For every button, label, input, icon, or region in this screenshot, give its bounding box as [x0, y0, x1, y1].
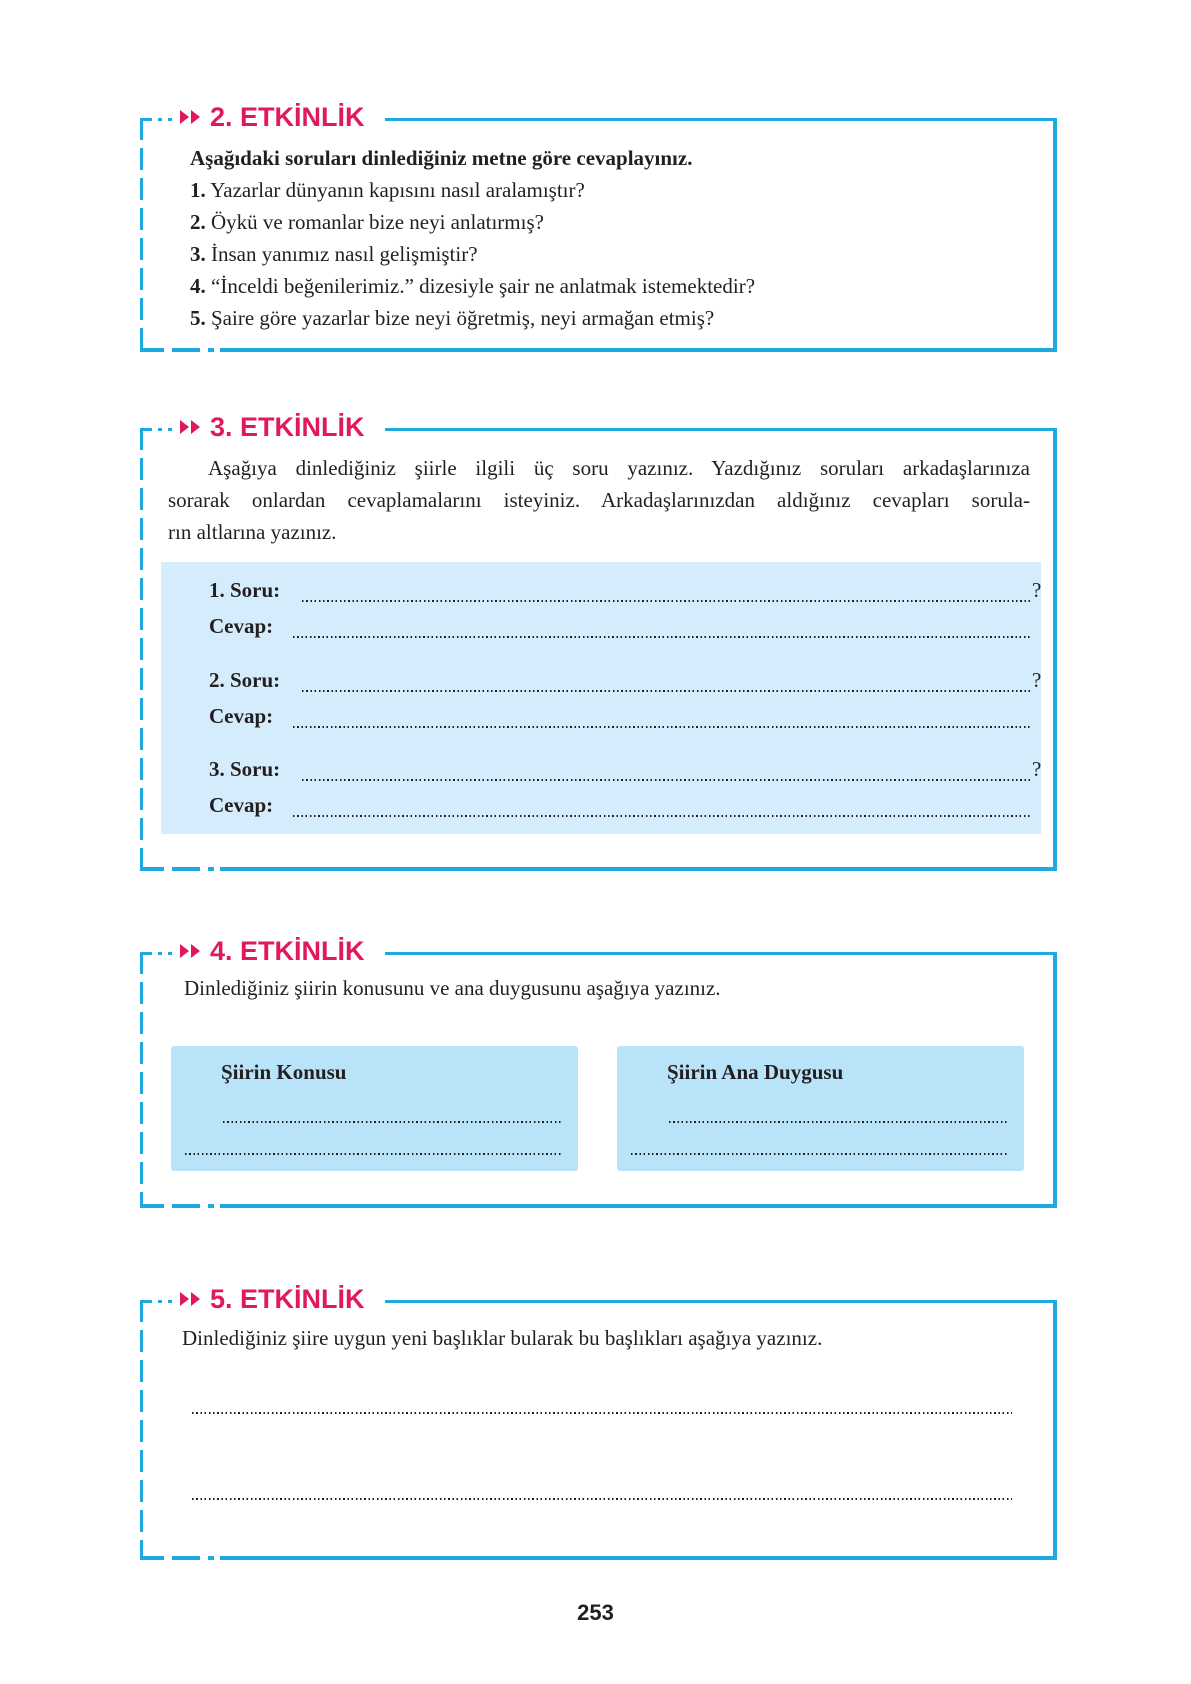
cevap-1-label: Cevap: — [209, 614, 274, 638]
question-mark: ? — [1032, 757, 1042, 781]
soru-2-label: 2. Soru: — [209, 668, 281, 692]
question-2: 2. Öykü ve romanlar bize neyi anlatırmış? — [190, 210, 544, 234]
soru-2-input[interactable] — [302, 690, 1030, 692]
activity-4-instruction: Dinlediğiniz şiirin konusunu ve ana duygusunu aşağıya yazınız. — [184, 976, 721, 1000]
double-arrow-icon — [180, 1291, 202, 1307]
activity-5-title: 5. ETKİNLİK — [210, 1284, 365, 1314]
card-konu-title: Şiirin Konusu — [221, 1060, 347, 1084]
question-5: 5. Şaire göre yazarlar bize neyi öğretmiş, neyi armağan etmiş? — [190, 306, 715, 330]
activity-4-heading — [178, 933, 369, 969]
activity-2-heading — [178, 99, 369, 135]
activity-3-instruction: Aşağıya dinlediğiniz şiirle ilgili üç soru yazınız. Yazdığınız soruları arkadaşlarınıza sorarak onlardan cevaplamalarını isteyiniz. Arkadaşlarınızdan aldığınız cevapları sorula- rın altlarına yazınız. — [168, 456, 1030, 544]
activity-3-title: 3. ETKİNLİK — [210, 412, 365, 442]
question-4: 4. “İnceldi beğenilerimiz.” dizesiyle şair ne anlatmak istemektedir? — [190, 274, 756, 298]
soru-3-input[interactable] — [302, 779, 1030, 781]
page-number: 253 — [577, 1600, 614, 1625]
title-input-line-1[interactable] — [192, 1412, 1012, 1414]
cevap-1-input[interactable] — [293, 636, 1031, 638]
cevap-3-label: Cevap: — [209, 793, 274, 817]
card-konu — [171, 1046, 578, 1171]
cevap-2-input[interactable] — [293, 726, 1031, 728]
cevap-2-label: Cevap: — [209, 704, 274, 728]
activity-3 — [140, 412, 1057, 871]
activity-2 — [140, 102, 1057, 352]
question-answer-box — [161, 562, 1041, 834]
card-duygu — [617, 1046, 1024, 1171]
soru-3-label: 3. Soru: — [209, 757, 281, 781]
double-arrow-icon — [180, 109, 202, 125]
title-input-line-2[interactable] — [192, 1498, 1012, 1500]
activity-4 — [140, 936, 1057, 1208]
cevap-3-input[interactable] — [293, 815, 1031, 817]
activity-4-title: 4. ETKİNLİK — [210, 936, 365, 966]
double-arrow-icon — [180, 419, 202, 435]
question-1: 1. Yazarlar dünyanın kapısını nasıl aralamıştır? — [190, 178, 585, 202]
question-mark: ? — [1032, 578, 1042, 602]
card-duygu-title: Şiirin Ana Duygusu — [667, 1060, 844, 1084]
question-3: 3. İnsan yanımız nasıl gelişmiştir? — [190, 242, 478, 266]
activity-3-heading — [178, 409, 369, 445]
soru-1-label: 1. Soru: — [209, 578, 281, 602]
duygu-input-line-1[interactable] — [669, 1121, 1007, 1123]
activity-2-instruction: Aşağıdaki soruları dinlediğiniz metne göre cevaplayınız. — [190, 146, 693, 170]
duygu-input-line-2[interactable] — [631, 1153, 1009, 1155]
activity-2-title: 2. ETKİNLİK — [210, 102, 365, 132]
activity-5-instruction: Dinlediğiniz şiire uygun yeni başlıklar bularak bu başlıkları aşağıya yazınız. — [182, 1326, 823, 1350]
activity-5-heading — [178, 1281, 369, 1317]
question-mark: ? — [1032, 668, 1042, 692]
double-arrow-icon — [180, 943, 202, 959]
konu-input-line-2[interactable] — [185, 1153, 563, 1155]
activity-5 — [140, 1284, 1057, 1560]
soru-1-input[interactable] — [302, 600, 1030, 602]
konu-input-line-1[interactable] — [223, 1121, 561, 1123]
